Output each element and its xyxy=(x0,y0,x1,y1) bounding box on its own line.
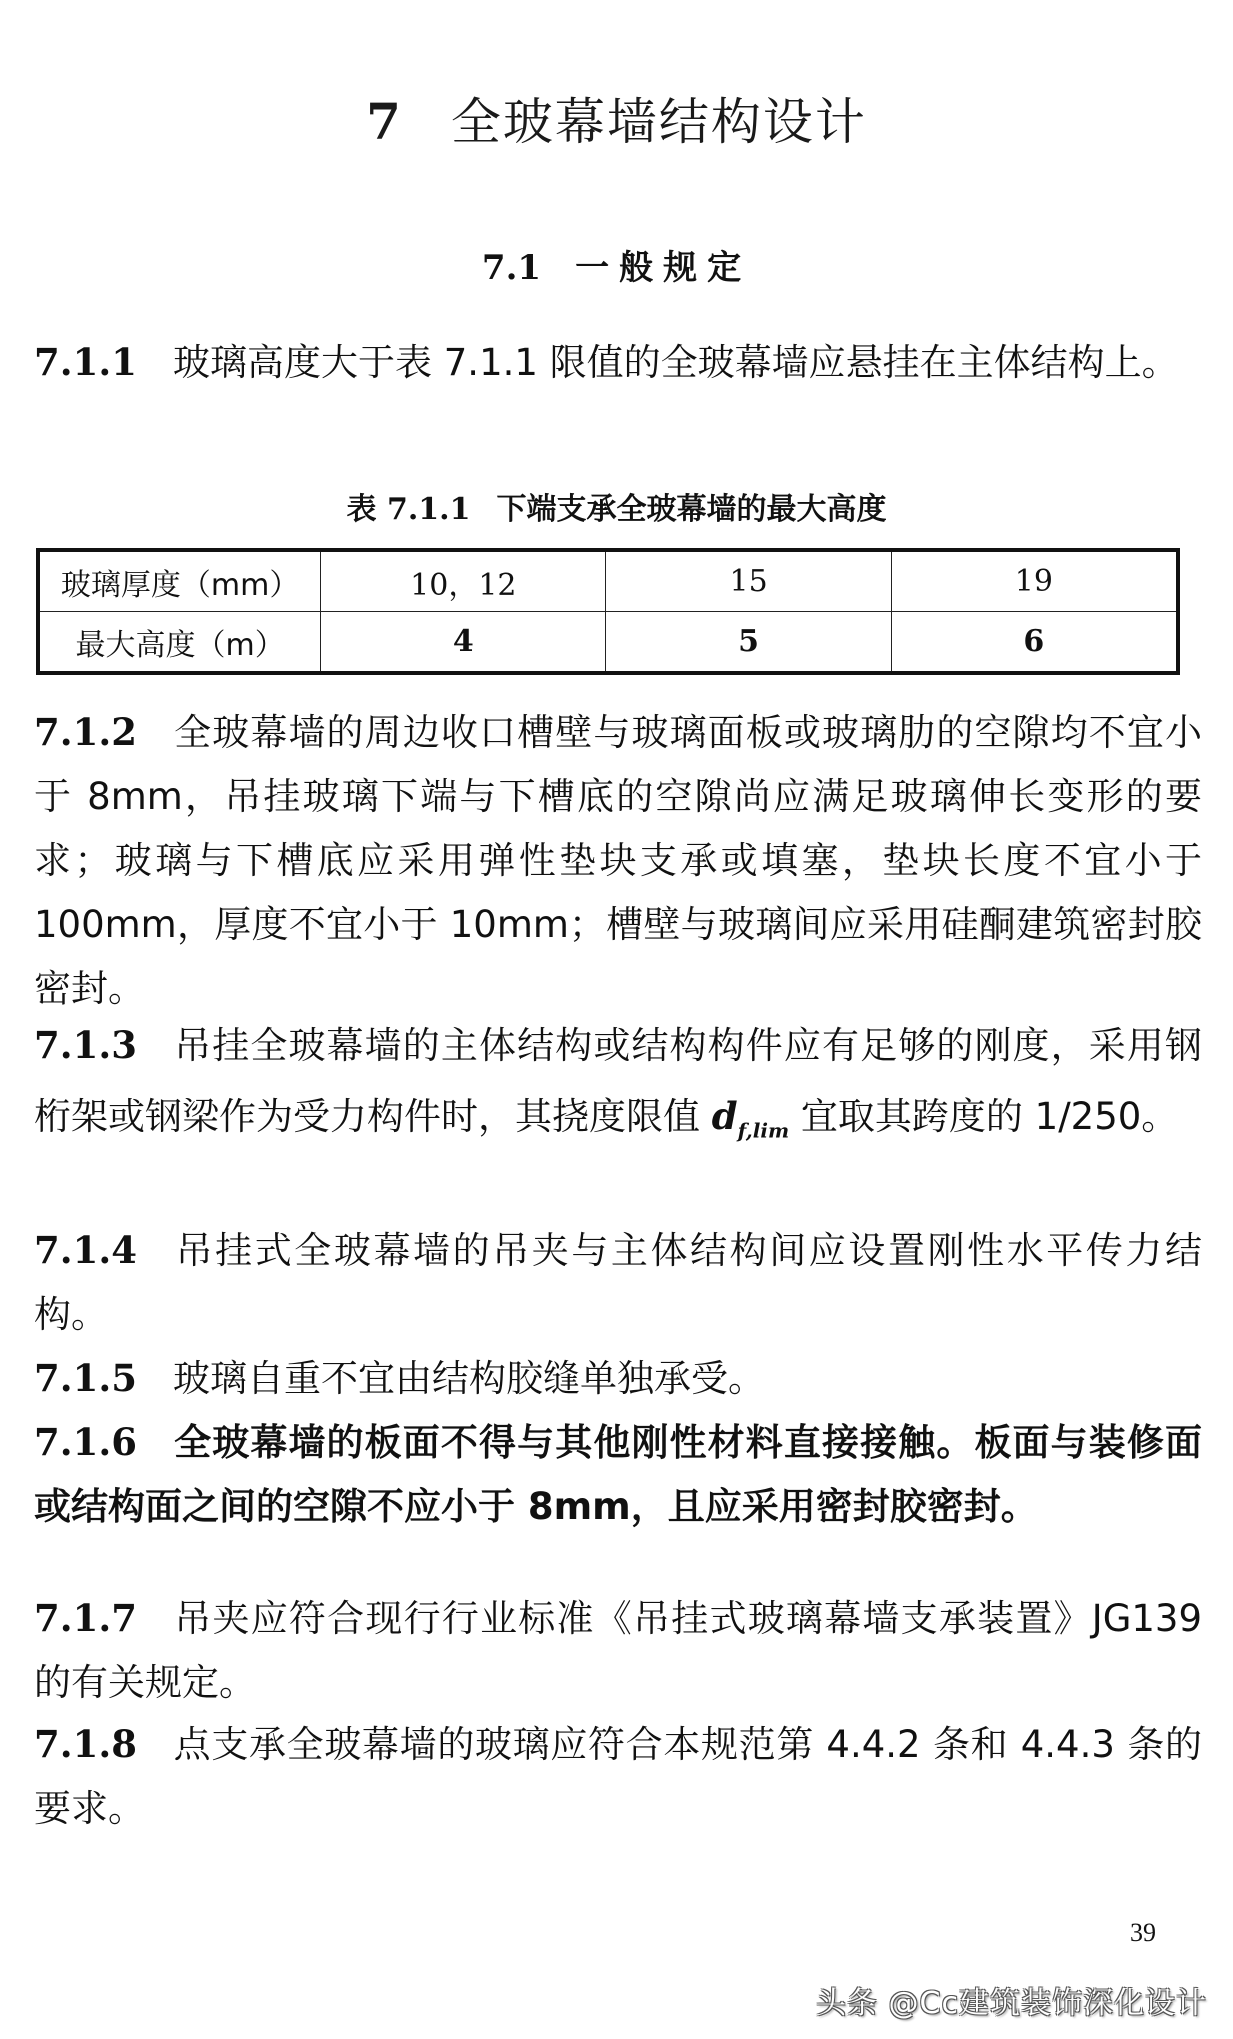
clause-7-1-7 xyxy=(34,1586,1202,1715)
table-row xyxy=(38,612,1178,674)
table-caption-title: 下端支承全玻幕墙的最大高度 xyxy=(496,492,887,527)
table-cell: 4 xyxy=(321,612,606,674)
clause-text: 吊挂式全玻幕墙的吊夹与主体结构间应设置刚性水平传力结构。 xyxy=(34,1229,1202,1336)
clause-number: 7.1.2 xyxy=(34,710,137,754)
clause-number: 7.1.8 xyxy=(34,1722,137,1766)
clause-text: 全玻幕墙的周边收口槽壁与玻璃面板或玻璃肋的空隙均不宜小于 8mm，吊挂玻璃下端与下槽底的空隙尚应满足玻璃伸长变形的要求；玻璃与下槽底应采用弹性垫块支承或填塞，垫块长度不宜小于 100mm，厚度不宜小于 10mm；槽壁与玻璃间应采用硅酮建筑密封胶密封。 xyxy=(34,711,1202,1010)
max-height-table xyxy=(36,548,1180,675)
table-row xyxy=(38,550,1178,612)
clause-text-before: 吊挂全玻幕墙的主体结构或结构构件应有足够的刚度，采用钢桁架或钢梁作为受力构件时，其挠度限值 xyxy=(34,1024,1202,1138)
watermark: 头条 @Cc建筑装饰深化设计 xyxy=(816,1986,1207,2021)
clause-number: 7.1.4 xyxy=(34,1228,137,1272)
section-title xyxy=(0,240,1233,289)
chapter-number: 7 xyxy=(366,92,403,151)
clause-text-after: 宜取其跨度的 1/250。 xyxy=(789,1095,1179,1138)
deflection-limit-symbol: $d_{f,lim}$ xyxy=(711,1094,790,1143)
clause-number: 7.1.1 xyxy=(34,340,137,384)
table-cell: 15 xyxy=(606,550,891,612)
page-number: 39 xyxy=(1130,1918,1156,1947)
chapter-title xyxy=(0,82,1233,154)
clause-number: 7.1.7 xyxy=(34,1596,137,1640)
row-header-max-height: 最大高度（m） xyxy=(38,612,321,674)
clause-number: 7.1.5 xyxy=(34,1356,137,1400)
clause-number: 7.1.6 xyxy=(34,1420,137,1464)
chapter-title-text: 全玻幕墙结构设计 xyxy=(450,93,867,151)
clause-7-1-2 xyxy=(34,700,1202,1021)
clause-text: 点支承全玻幕墙的玻璃应符合本规范第 4.4.2 条和 4.4.3 条的要求。 xyxy=(34,1723,1202,1830)
clause-7-1-6 xyxy=(34,1410,1202,1539)
clause-7-1-3 xyxy=(34,1010,1202,1165)
clause-7-1-8 xyxy=(34,1712,1202,1841)
clause-7-1-5 xyxy=(34,1346,1202,1411)
section-number: 7.1 xyxy=(481,248,542,288)
table-cell: 19 xyxy=(891,550,1178,612)
clause-text: 吊夹应符合现行行业标准《吊挂式玻璃幕墙支承装置》JG139 的有关规定。 xyxy=(34,1597,1202,1704)
clause-7-1-1 xyxy=(34,330,1202,395)
clause-7-1-4 xyxy=(34,1218,1202,1347)
section-title-text: 一般规定 xyxy=(575,248,752,288)
clause-number: 7.1.3 xyxy=(34,1023,137,1067)
clause-text: 玻璃自重不宜由结构胶缝单独承受。 xyxy=(173,1357,765,1400)
clause-text: 全玻幕墙的板面不得与其他刚性材料直接接触。板面与装修面或结构面之间的空隙不应小于 8mm，且应采用密封胶密封。 xyxy=(34,1421,1202,1528)
table-cell: 5 xyxy=(606,612,891,674)
table-caption-number: 表 7.1.1 xyxy=(346,492,471,527)
table-cell: 10，12 xyxy=(321,550,606,612)
table-cell: 6 xyxy=(891,612,1178,674)
table-caption xyxy=(0,484,1233,528)
row-header-thickness: 玻璃厚度（mm） xyxy=(38,550,321,612)
clause-text: 玻璃高度大于表 7.1.1 限值的全玻幕墙应悬挂在主体结构上。 xyxy=(173,341,1179,384)
